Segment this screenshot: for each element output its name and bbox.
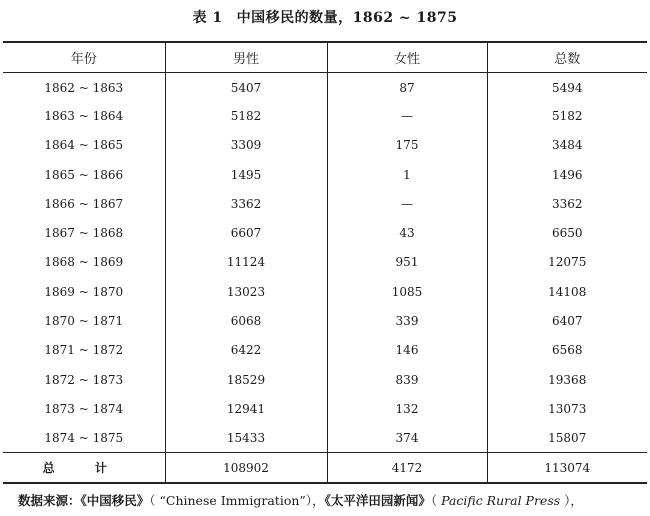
table-row [3, 218, 647, 247]
cell-male: 6607 [165, 218, 327, 247]
table-row [3, 424, 647, 453]
cell-total: 19368 [487, 365, 647, 394]
cell-female: — [327, 189, 487, 218]
cell-total: 6407 [487, 306, 647, 335]
cell-male: 6422 [165, 336, 327, 365]
cell-total: 5182 [487, 101, 647, 130]
cell-year: 1865 ~ 1866 [44, 167, 124, 182]
cell-male: 15433 [165, 424, 327, 453]
table-row [3, 365, 647, 394]
cell-year: 1874 ~ 1875 [44, 430, 124, 445]
cell-year: 1873 ~ 1874 [44, 401, 124, 416]
cell-year: 1862 ~ 1863 [44, 80, 124, 95]
cell-male: 1495 [165, 160, 327, 189]
cell-female: 43 [327, 218, 487, 247]
header-total: 总数 [487, 42, 647, 72]
table-row [3, 336, 647, 365]
table-row [3, 160, 647, 189]
cell-female: 339 [327, 306, 487, 335]
cell-total: 15807 [487, 424, 647, 453]
cell-year: 1866 ~ 1867 [44, 196, 124, 211]
cell-male: 18529 [165, 365, 327, 394]
cell-male: 12941 [165, 394, 327, 423]
table-row [3, 189, 647, 218]
source-note [18, 491, 650, 509]
cell-female: 1 [327, 160, 487, 189]
cell-total: 6650 [487, 218, 647, 247]
cell-year: 1871 ~ 1872 [44, 343, 124, 358]
cell-male: 5407 [165, 72, 327, 101]
cell-female: 132 [327, 394, 487, 423]
cell-female: 87 [327, 72, 487, 101]
total-label: 总 计 [3, 453, 165, 483]
table-caption [0, 7, 650, 27]
table-number: 表 1 [192, 10, 223, 26]
cell-total: 1496 [487, 160, 647, 189]
source-title-en-1: （ “Chinese Immigration”）， [149, 493, 325, 508]
total-male: 108902 [165, 453, 327, 483]
cell-year: 1872 ~ 1873 [44, 372, 124, 387]
cell-female: 1085 [327, 277, 487, 306]
cell-total: 3484 [487, 131, 647, 160]
cell-male: 3362 [165, 189, 327, 218]
table-header-row [3, 42, 647, 72]
table-row [3, 131, 647, 160]
cell-female: — [327, 101, 487, 130]
table-row [3, 101, 647, 130]
cell-year: 1863 ~ 1864 [44, 108, 124, 123]
table-row [3, 72, 647, 101]
table-row [3, 277, 647, 306]
header-female: 女性 [327, 42, 487, 72]
cell-total: 5494 [487, 72, 647, 101]
source-label: 数据来源： [18, 493, 81, 508]
cell-female: 146 [327, 336, 487, 365]
cell-year: 1864 ~ 1865 [44, 138, 124, 153]
header-year: 年份 [3, 42, 165, 72]
cell-total: 13073 [487, 394, 647, 423]
source-title-zh-1: 《中国移民》 [80, 493, 150, 508]
table-row [3, 248, 647, 277]
cell-total: 12075 [487, 248, 647, 277]
cell-female: 374 [327, 424, 487, 453]
total-row [3, 453, 647, 483]
cell-year: 1870 ~ 1871 [44, 314, 124, 329]
immigration-table [3, 41, 647, 484]
table-row [3, 394, 647, 423]
source-title-en-2: Pacific Rural Press [441, 493, 561, 508]
table-title: 中国移民的数量，1862 ~ 1875 [236, 10, 458, 26]
table-row [3, 306, 647, 335]
cell-male: 13023 [165, 277, 327, 306]
cell-male: 6068 [165, 306, 327, 335]
cell-year: 1868 ~ 1869 [44, 255, 124, 270]
total-all: 113074 [487, 453, 647, 483]
header-male: 男性 [165, 42, 327, 72]
cell-male: 3309 [165, 131, 327, 160]
cell-female: 175 [327, 131, 487, 160]
cell-male: 11124 [165, 248, 327, 277]
cell-year: 1869 ~ 1870 [44, 284, 124, 299]
cell-total: 6568 [487, 336, 647, 365]
source-title-zh-2: 《太平洋田园新闻》 [324, 493, 431, 508]
cell-female: 839 [327, 365, 487, 394]
cell-total: 14108 [487, 277, 647, 306]
cell-male: 5182 [165, 101, 327, 130]
source-paren-open: （ [430, 493, 442, 508]
source-paren-close: ）， [560, 493, 583, 508]
total-female: 4172 [327, 453, 487, 483]
cell-total: 3362 [487, 189, 647, 218]
cell-year: 1867 ~ 1868 [44, 226, 124, 241]
cell-female: 951 [327, 248, 487, 277]
